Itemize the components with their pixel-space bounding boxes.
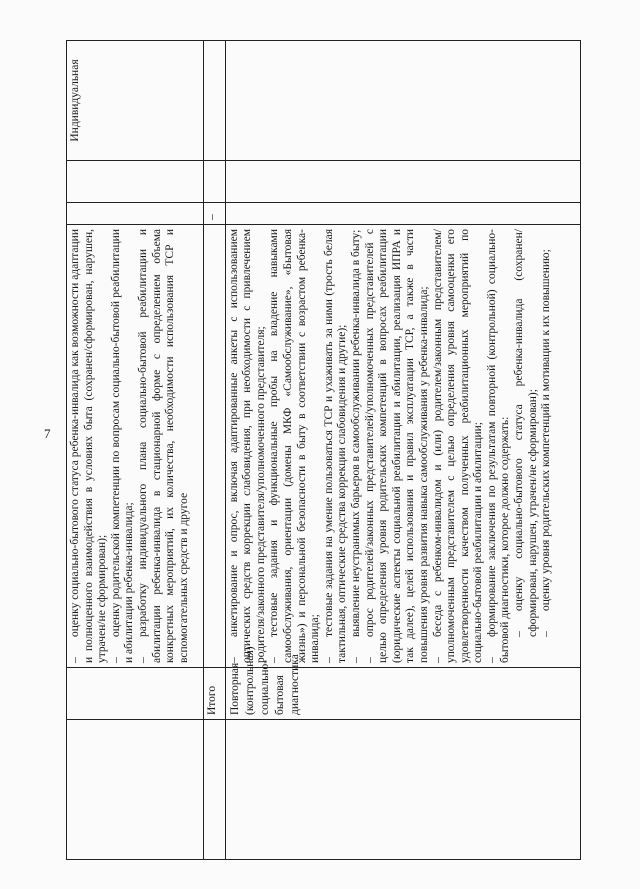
sub-item: –оценку социально-бытового статуса ребенка-инвалида (сохранен/сформирован, нарушен, утрачен/не сформирован);: [513, 229, 539, 637]
list-item: –формирование заключения по результатам повторной (контрольной) социально-бытовой диагностики, которое должно содержать:: [485, 229, 512, 663]
dash-marker: –: [268, 657, 281, 663]
itogo-dash: –: [203, 203, 225, 225]
form-type: Индивидуальная: [69, 59, 81, 142]
dash-marker: –: [349, 657, 362, 663]
cell-empty: [225, 203, 580, 225]
rotated-table-page: [66, 40, 581, 860]
dash-marker: –: [227, 657, 240, 663]
table-row-itogo: [203, 41, 225, 860]
list-item: –беседа с ребенком-инвалидом и (или) родителем/законным представителем/уполномоченным представителем с целью определения уровня самооценки его удовлетворенности качеством полученных реабилитационных мероприятий по социально-бытовой реабилитации и абилитации;: [431, 229, 485, 663]
list-item: –опрос родителей/законных представителей/уполномоченных представителей с целью определения уровня родительских компетенций в вопросах реабилитации (юридические аспекты социальной реабилитации и абилитации, реализация ИПРА и так далее), целей использования и правил эксплуатации ТСР, а также в части повышения уровня развития навыка самообслуживания у ребенка-инвалида;: [363, 229, 430, 663]
list-item: –анкетирование и опрос, включая адаптированные анкеты с использованием оптических средств коррекции слабовидения, при необходимости с привлечением родителя/законного представителя/уполномоченного представителя;: [227, 229, 267, 663]
cell-empty: [67, 203, 204, 225]
dash-marker: –: [513, 631, 526, 637]
cell-empty: [203, 225, 225, 668]
cell-empty: [225, 720, 580, 860]
cell-empty: [203, 41, 225, 161]
cell-empty: [67, 161, 204, 203]
top-block-cell: [67, 225, 204, 668]
page-number: 7: [44, 426, 51, 441]
dash-marker: –: [69, 657, 81, 663]
itogo-label: Итого: [203, 668, 225, 720]
dash-marker: –: [109, 657, 122, 663]
cell-empty: [203, 161, 225, 203]
list-item: –оценку родительской компетенции по вопросам социально-бытовой реабилитации и абилитации ребенка-инвалида;: [109, 229, 136, 663]
cell-empty: [67, 720, 204, 860]
items-cell: [225, 225, 580, 668]
list-item: –выявление неустранимых барьеров в самообслуживании ребенка-инвалида в быту;: [349, 229, 362, 663]
dash-marker: –: [136, 657, 149, 663]
dash-marker: –: [540, 631, 553, 637]
cell-empty: [67, 41, 204, 161]
cell-empty: [225, 161, 580, 203]
list-item: –разработку индивидуального плана социально-бытовой реабилитации и абилитации ребенка-инвалида в стационарной форме с определением объема конкретных мероприятий, их количества, необходимости использования ТСР и вспомогательных средств и другое: [136, 229, 190, 663]
rehab-table: [66, 40, 581, 860]
sub-item: –оценку уровня родительских компетенций и мотивации к их повышению;: [540, 249, 553, 637]
list-item: –тестовые задания на умение пользоваться ТСР и ухаживать за ними (трость белая тактильная, оптические средства коррекции слабовидения и другие);: [322, 229, 349, 663]
list-item: –тестовые задания и функциональные пробы на владение навыками самообслуживания, ориентации (домены МКФ «Самообслуживание», «Бытовая жизнь») и персональной безопасности в быту в соответствии с возрастом ребенка-инвалида;: [268, 229, 322, 663]
dash-marker: –: [431, 657, 444, 663]
cell-empty: [225, 41, 580, 161]
dash-marker: –: [485, 657, 498, 663]
cell-empty: [67, 668, 204, 720]
table-row: [225, 41, 580, 860]
dash-marker: –: [363, 657, 376, 663]
dash-marker: –: [322, 657, 335, 663]
table-row: [67, 41, 204, 860]
list-item: –оценку социально-бытового статуса ребенка-инвалида как возможности адаптации и полноценного взаимодействия в условиях быта (сохранен/сформирован, нарушен, утрачен/не сформирован);: [69, 229, 109, 663]
stage-name: Повторная (контрольная) социально-бытовая диагностика: [225, 668, 580, 720]
cell-empty: [203, 720, 225, 860]
